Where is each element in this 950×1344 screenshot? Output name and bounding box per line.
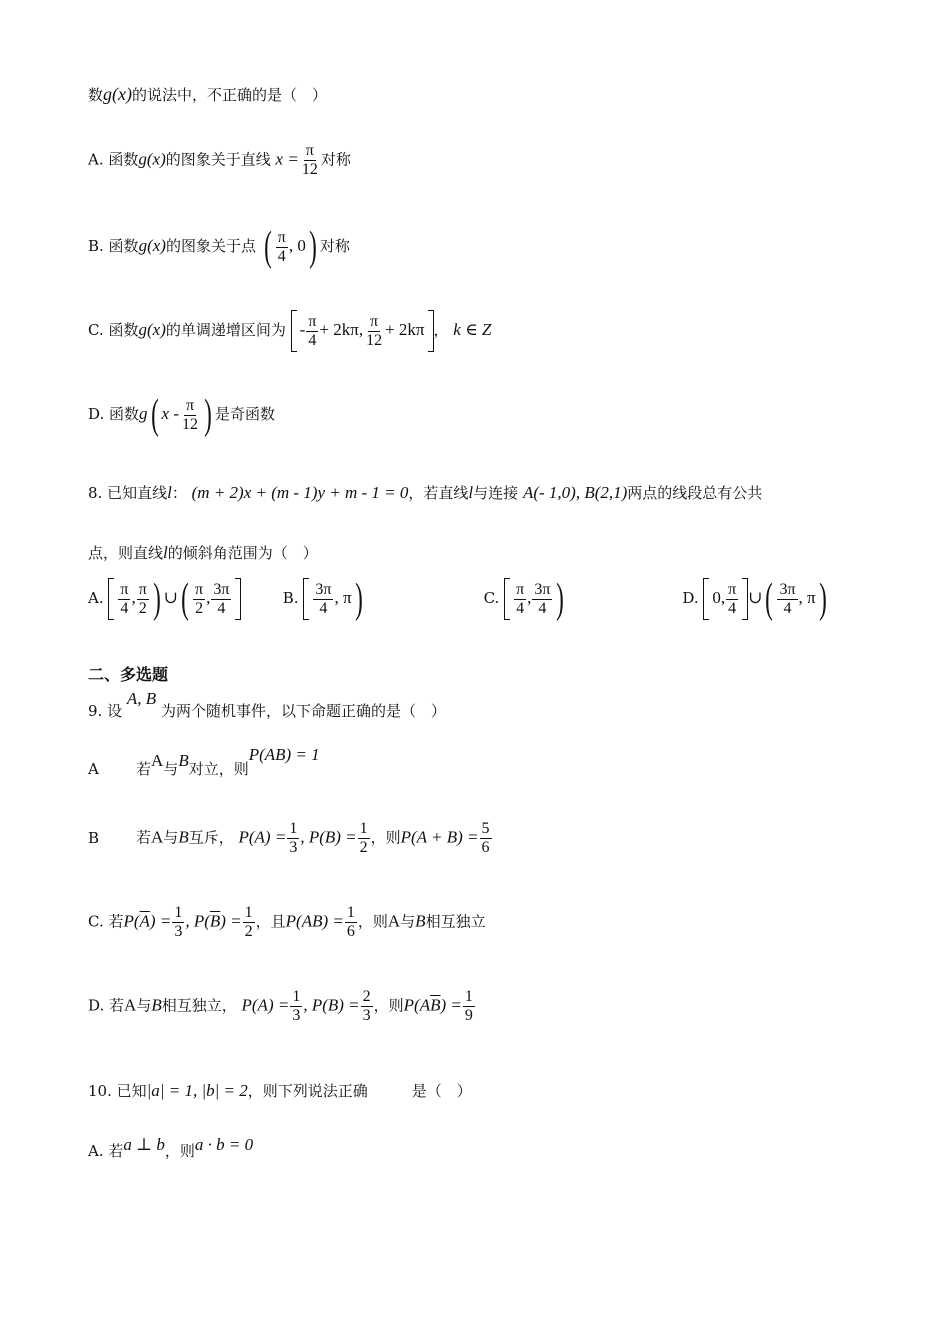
q8-c-label: C. — [483, 589, 500, 607]
q8-l: l — [167, 483, 172, 502]
frac — [345, 904, 357, 941]
section-title: 二、多选题 — [88, 665, 169, 684]
q8-l3: l — [163, 543, 168, 562]
q7-c-func: g(x) — [138, 320, 166, 339]
frac-den: 3 — [292, 1007, 301, 1024]
frac-num: π — [195, 580, 204, 598]
q8-stem-line2 — [88, 542, 318, 563]
q7-d-tail: 是奇函数 — [215, 405, 276, 423]
frac — [243, 904, 255, 941]
frac-num: 1 — [346, 904, 355, 921]
q9-b-label: B — [88, 828, 100, 847]
event-a: A — [387, 911, 401, 931]
q9-tail: 为两个随机事件，以下命题正确的是（ ） — [160, 702, 446, 720]
q9-b-t4: ，则 — [370, 828, 401, 847]
q10-a-label: A. 若 — [88, 1142, 124, 1160]
q8-stem-line1 — [88, 482, 762, 503]
comma: , — [527, 588, 532, 607]
left-paren: ( — [181, 576, 189, 622]
q9-a-t2: 与 — [163, 760, 179, 778]
q9-stem — [88, 689, 446, 721]
pi: , π — [798, 588, 816, 607]
q9-b-e2: , P(B) = — [300, 827, 357, 847]
q7-d-label: D. 函数 — [88, 405, 140, 423]
frac-num: π — [728, 580, 737, 598]
q8-lead: 8. 已知直线 — [88, 484, 168, 502]
frac — [480, 820, 492, 857]
q9-b-t2: 与 — [163, 828, 179, 847]
q7-c-comma: ， — [433, 321, 449, 339]
frac — [290, 988, 302, 1025]
q7-a-text: 的图象关于直线 — [165, 150, 271, 169]
expr: , P(B) = — [303, 995, 360, 1015]
q9-option-d[interactable] — [88, 988, 476, 1025]
q7-a-eq: x = — [275, 149, 299, 169]
frac — [313, 581, 333, 618]
q7-option-b[interactable] — [88, 226, 350, 268]
frac — [118, 581, 130, 618]
expr: P(AB) = — [285, 911, 344, 931]
frac-num: 3π — [315, 580, 332, 598]
expr: P(A — [403, 995, 431, 1015]
q9-c-t4: 相互独立 — [425, 912, 486, 931]
frac-num: 5 — [481, 820, 490, 837]
frac-den: 2 — [359, 839, 368, 856]
frac-den: 2 — [138, 599, 147, 617]
q8-l2: l — [468, 483, 474, 502]
q10-tail2: 是（ ） — [411, 1082, 472, 1100]
left-bracket — [504, 578, 510, 620]
q9-a-t3: 对立，则 — [188, 760, 249, 778]
frac-den: 12 — [366, 331, 383, 349]
frac-num: 1 — [292, 988, 301, 1005]
q7-stem-line — [88, 84, 327, 105]
event-a: A — [151, 751, 164, 770]
q9-d-label: D. 若 — [88, 996, 125, 1015]
q7-a-frac — [300, 142, 320, 179]
left-paren: ( — [263, 224, 272, 270]
frac-num: 1 — [464, 988, 473, 1005]
q7-option-d[interactable] — [88, 394, 275, 436]
q9-option-c[interactable] — [88, 904, 486, 941]
q10-eq: |a| = 1, |b| = 2 — [146, 1081, 248, 1100]
frac-num: 1 — [244, 904, 253, 921]
q10-a-t1: ，则 — [164, 1142, 195, 1160]
q9-b-e3: P(A + B) = — [400, 827, 479, 847]
q9-b-t1: 若 — [136, 828, 152, 847]
right-paren: ) — [204, 392, 212, 438]
q8-points: A(- 1,0), B(2,1) — [522, 483, 628, 502]
q7-b-pt: , 0 — [288, 236, 306, 255]
q8-option-a[interactable] — [88, 578, 278, 620]
left-bracket — [291, 310, 297, 352]
right-bracket — [235, 578, 241, 620]
frac-den: 4 — [277, 247, 286, 265]
frac-den: 4 — [319, 599, 328, 617]
frac-num: 3π — [779, 580, 796, 598]
q9-c-t2: ，则 — [357, 912, 388, 931]
q8-option-c[interactable] — [484, 578, 678, 620]
q7-c-label: C. 函数 — [88, 321, 139, 339]
q9-lead: 9. 设 — [88, 702, 123, 720]
q7-option-a[interactable] — [88, 142, 351, 179]
q10-option-a[interactable] — [88, 1135, 254, 1161]
frac — [211, 581, 231, 618]
event-b: B — [178, 751, 189, 770]
q7-c-frac2 — [364, 313, 384, 350]
q7-option-c[interactable] — [88, 310, 491, 352]
q8-a-label: A. — [88, 589, 104, 607]
frac-num: π — [120, 580, 129, 598]
q7-c-term2: + 2kπ — [385, 320, 425, 339]
frac — [172, 904, 184, 941]
event-a: A — [151, 827, 164, 847]
frac-den: 3 — [362, 1007, 371, 1024]
q7-c-frac1 — [306, 313, 318, 350]
event-a: A — [124, 995, 137, 1015]
expr: ) = — [149, 911, 172, 931]
frac-num: π — [138, 580, 147, 598]
frac-den: 12 — [182, 415, 198, 433]
q8-tail: 两点的线段总有公共 — [627, 484, 763, 502]
q7-a-tail: 对称 — [320, 150, 351, 169]
q7-b-tail: 对称 — [319, 237, 350, 255]
q8-colon: ： — [171, 484, 187, 502]
q9-d-t3: ，则 — [373, 996, 404, 1015]
frac-num: 1 — [289, 820, 298, 837]
frac-den: 4 — [728, 599, 737, 617]
q9-c-t1: ，且 — [255, 912, 286, 931]
complement-a: $\overline{A}$ — [139, 911, 150, 931]
frac-num: π — [370, 312, 379, 330]
q10-a-e2: a · b = 0 — [194, 1135, 254, 1154]
frac-den: 4 — [217, 599, 226, 617]
frac-num: π — [516, 580, 525, 598]
comma: , — [206, 588, 211, 607]
comma: , — [131, 588, 136, 607]
q9-d-t2: 相互独立， — [161, 996, 237, 1015]
q9-c-t3: 与 — [400, 912, 416, 931]
left-paren: ( — [765, 576, 774, 622]
frac — [514, 581, 526, 618]
zero: 0, — [712, 588, 726, 607]
q7-c-k: k ∈ Z — [453, 320, 492, 339]
frac-den: 4 — [120, 599, 129, 617]
q9-c-label: C. 若 — [88, 912, 124, 931]
frac-num: 3π — [213, 580, 230, 598]
q7-c-text: 的单调递增区间为 — [165, 321, 286, 339]
q7-a-label: A. 函数 — [88, 150, 139, 169]
complement-b: $\overline{B}$ — [430, 995, 441, 1015]
q7-b-label: B. 函数 — [88, 237, 139, 255]
frac — [777, 581, 797, 618]
q8-d-label: D. — [682, 589, 699, 607]
q7-b-text: 的图象关于点 — [165, 237, 256, 255]
frac — [287, 820, 299, 857]
frac-den: 3 — [289, 839, 298, 856]
right-paren: ) — [308, 224, 317, 270]
frac-den: 3 — [174, 923, 183, 940]
right-paren: ) — [152, 576, 161, 622]
q7-stem-tail: 的说法中，不正确的是（ ） — [132, 86, 328, 104]
frac-den: 12 — [301, 161, 318, 178]
union: ∪ — [163, 588, 179, 607]
q10-a-e1: a ⊥ b — [123, 1135, 165, 1154]
event-b: B — [415, 911, 426, 931]
frac-num: 1 — [359, 820, 368, 837]
frac-den: 4 — [538, 599, 547, 617]
q9-option-b[interactable] — [88, 820, 493, 857]
right-paren: ) — [354, 576, 363, 622]
q8-line2b: 的倾斜角范围为（ ） — [167, 544, 318, 562]
frac-num: π — [185, 396, 195, 414]
q10-tail: ，则下列说法正确 — [247, 1082, 368, 1100]
frac-den: 6 — [346, 923, 355, 940]
frac-num: 2 — [362, 988, 371, 1005]
pi: , π — [334, 588, 352, 607]
q7-func: g(x) — [103, 84, 132, 104]
left-paren: ( — [150, 392, 159, 438]
right-paren: ) — [556, 576, 565, 622]
q7-stem-lead: 数 — [88, 86, 104, 104]
q7-b-func: g(x) — [138, 236, 166, 255]
q7-d-frac — [180, 397, 200, 434]
q8-line2a: 点，则直线 — [88, 544, 164, 562]
q8-equation: (m + 2)x + (m - 1)y + m - 1 = 0 — [191, 483, 409, 502]
q7-d-x: x - — [161, 404, 179, 423]
frac-den: 2 — [244, 923, 253, 940]
left-bracket — [303, 578, 309, 620]
frac — [463, 988, 475, 1025]
frac — [361, 988, 373, 1025]
q9-a-eq: P(AB) = 1 — [248, 745, 320, 764]
event-b: B — [178, 827, 189, 847]
expr: ) = — [440, 995, 462, 1015]
q10-stem — [88, 1080, 472, 1101]
q9-d-t1: 与 — [136, 996, 152, 1015]
left-bracket — [703, 578, 709, 620]
frac-den: 4 — [516, 599, 525, 617]
frac — [358, 820, 370, 857]
expr: P( — [123, 911, 140, 931]
q8-mid2: 与连接 — [473, 484, 519, 502]
q8-option-d[interactable] — [682, 578, 829, 620]
q9-option-a[interactable] — [88, 745, 320, 779]
frac-num: π — [308, 312, 317, 330]
expr: , P( — [185, 911, 210, 931]
right-paren: ) — [818, 576, 827, 622]
left-bracket — [108, 578, 114, 620]
q8-options — [88, 578, 830, 620]
q8-b-label: B. — [282, 589, 299, 607]
frac — [726, 581, 738, 618]
frac-num: 1 — [174, 904, 183, 921]
expr: ) = — [220, 911, 242, 931]
frac-den: 4 — [308, 331, 317, 349]
frac-den: 2 — [195, 599, 204, 617]
frac-den: 4 — [783, 599, 792, 617]
union: ∪ — [748, 588, 763, 607]
q7-a-func: g(x) — [138, 149, 166, 169]
expr: P(A) = — [241, 995, 290, 1015]
q8-mid: ，若直线 — [408, 484, 469, 502]
q9-b-e1: P(A) = — [238, 827, 287, 847]
frac-den: 9 — [464, 1007, 473, 1024]
event-b: B — [151, 995, 162, 1015]
q7-b-frac — [276, 229, 288, 266]
q7-d-g: g — [139, 404, 148, 423]
frac — [137, 581, 149, 618]
q9-ab: A, B — [126, 689, 157, 708]
complement-b: $\overline{B}$ — [209, 911, 221, 931]
q9-a-t1: 若 — [136, 760, 152, 778]
q8-option-b[interactable] — [283, 578, 479, 620]
q7-c-term1: + 2kπ, — [319, 320, 364, 339]
frac-num: 3π — [534, 580, 551, 598]
frac-num: π — [305, 142, 314, 159]
frac-den: 6 — [481, 839, 490, 856]
frac — [193, 581, 205, 618]
q10-lead: 10. 已知 — [88, 1082, 147, 1100]
q7-c-minus: - — [299, 320, 306, 339]
q9-a-label: A — [88, 760, 99, 778]
frac-num: π — [277, 228, 286, 246]
frac — [532, 581, 552, 618]
q9-b-t3: 互斥， — [188, 828, 234, 847]
